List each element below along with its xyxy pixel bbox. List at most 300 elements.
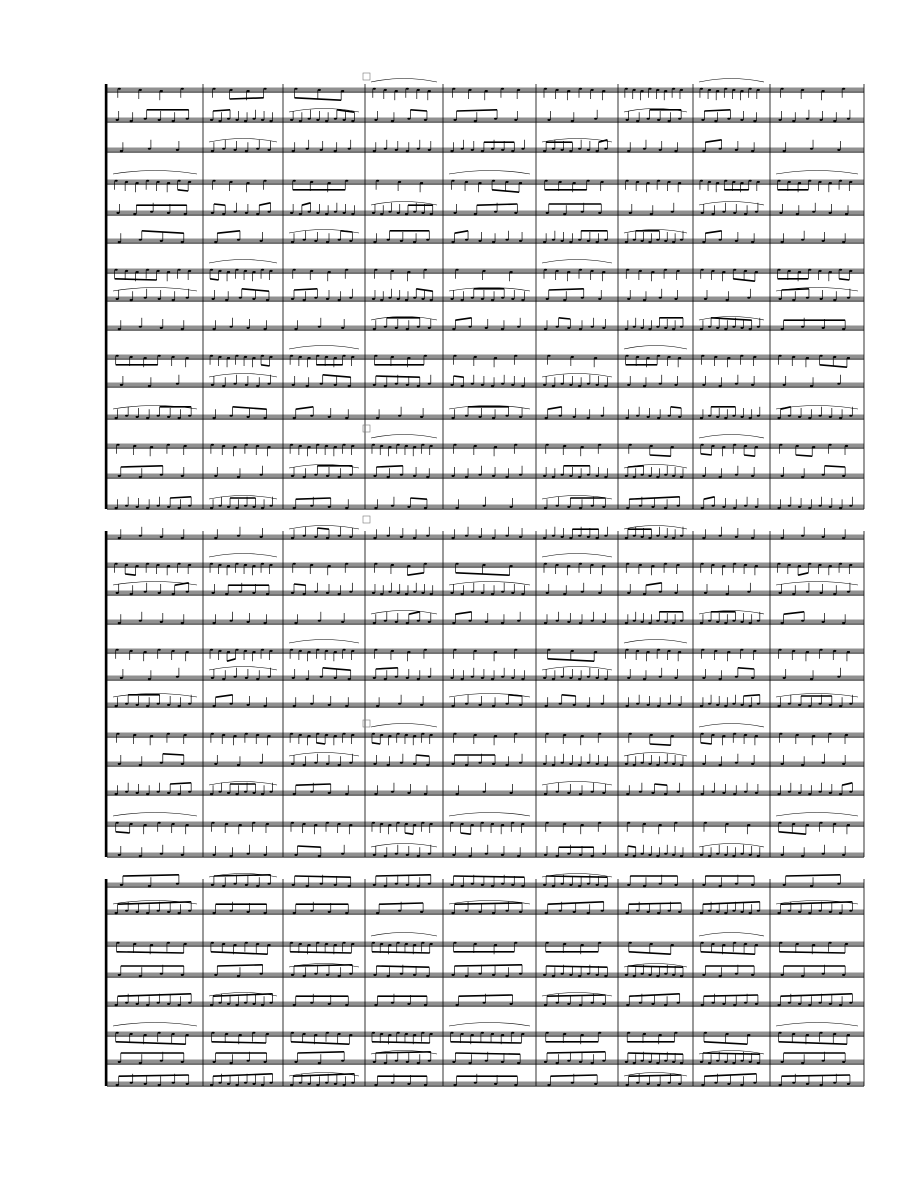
notehead (581, 211, 584, 213)
notehead (561, 762, 564, 764)
notehead (318, 326, 321, 328)
notehead (567, 271, 570, 273)
notehead (552, 535, 555, 537)
notehead (625, 1061, 628, 1063)
beam (455, 318, 471, 320)
notehead (801, 620, 804, 622)
notehead (701, 649, 704, 651)
notehead (602, 327, 605, 329)
notehead (822, 474, 825, 476)
notehead (567, 327, 570, 329)
notehead (664, 1060, 667, 1062)
notehead (648, 475, 651, 477)
notehead (822, 327, 825, 329)
notehead (839, 563, 842, 565)
notehead (643, 385, 646, 387)
notehead (543, 384, 546, 386)
notehead (405, 734, 408, 736)
notehead (167, 182, 170, 184)
notehead (218, 1002, 221, 1004)
notehead (633, 326, 636, 328)
beam (744, 455, 755, 456)
beam (405, 833, 413, 834)
notehead (641, 1060, 644, 1062)
notehead (625, 537, 628, 539)
notehead (740, 182, 743, 184)
notehead (481, 677, 484, 679)
notehead (818, 910, 821, 912)
notehead (573, 911, 576, 913)
notehead (261, 355, 264, 357)
notehead (306, 885, 309, 887)
notehead (501, 383, 504, 385)
beam (121, 466, 163, 467)
notehead (492, 763, 495, 765)
notehead (116, 1032, 119, 1034)
notehead (829, 182, 832, 184)
notehead (474, 356, 477, 358)
notehead (308, 1083, 311, 1085)
notehead (735, 883, 738, 885)
notehead (625, 974, 628, 976)
notehead (788, 564, 791, 566)
notehead (749, 622, 752, 624)
notehead (326, 298, 329, 300)
notehead (450, 298, 453, 300)
notehead (328, 416, 331, 418)
notehead (753, 1082, 756, 1084)
beam (629, 903, 682, 904)
notehead (181, 88, 184, 90)
notehead (678, 911, 681, 913)
notehead (757, 1062, 760, 1064)
notehead (833, 823, 836, 825)
slur (699, 724, 764, 728)
beam (294, 584, 306, 585)
notehead (641, 90, 644, 92)
notehead (308, 211, 311, 213)
notehead (227, 792, 230, 794)
notehead (839, 269, 842, 271)
notehead (818, 415, 821, 417)
notehead (417, 89, 420, 91)
notehead (714, 1082, 717, 1084)
notehead (290, 212, 293, 214)
beam (298, 1052, 345, 1053)
notehead (133, 445, 136, 447)
notehead (188, 1002, 191, 1004)
notehead (451, 912, 454, 914)
notehead (116, 212, 119, 214)
notehead (511, 822, 514, 824)
notehead (210, 119, 213, 121)
notehead (478, 704, 481, 706)
notehead (261, 269, 264, 271)
notehead (545, 417, 548, 419)
notehead (310, 910, 313, 912)
notehead (492, 417, 495, 419)
notehead (245, 677, 248, 679)
notehead (133, 213, 136, 215)
notehead (781, 537, 784, 539)
notehead (468, 89, 471, 91)
notehead (701, 733, 704, 735)
notehead (181, 475, 184, 477)
notehead (461, 1033, 464, 1035)
notehead (700, 912, 703, 914)
notehead (351, 445, 354, 447)
notehead (517, 855, 520, 857)
notehead (341, 327, 344, 329)
notehead (664, 973, 667, 975)
notehead (380, 299, 383, 301)
notehead (397, 942, 400, 944)
notehead (559, 181, 562, 183)
notehead (328, 911, 331, 913)
notehead (751, 884, 754, 886)
notehead (247, 90, 250, 92)
notehead (461, 823, 464, 825)
notehead (373, 88, 376, 90)
beam (290, 952, 351, 953)
notehead (314, 1034, 317, 1036)
notehead (602, 506, 605, 508)
notehead (567, 621, 570, 623)
beam (546, 966, 607, 967)
notehead (639, 1002, 642, 1004)
notehead (157, 910, 160, 912)
notehead (510, 565, 513, 567)
notehead (211, 384, 214, 386)
slur (699, 202, 764, 206)
beam (704, 110, 730, 111)
slur (371, 611, 437, 615)
notehead (656, 620, 659, 622)
notehead (380, 445, 383, 447)
notehead (747, 591, 750, 593)
notehead (130, 1082, 133, 1084)
notehead (314, 474, 317, 476)
notehead (343, 942, 346, 944)
notehead (146, 793, 149, 795)
notehead (781, 854, 784, 856)
slur (289, 753, 359, 757)
notehead (514, 355, 517, 357)
notehead (569, 384, 572, 386)
notehead (291, 241, 294, 243)
notehead (417, 385, 420, 387)
notehead (430, 823, 433, 825)
notehead (753, 650, 756, 652)
notehead (648, 974, 651, 976)
notehead (471, 383, 474, 385)
notehead (494, 357, 497, 359)
notehead (213, 912, 216, 914)
notehead (842, 1061, 845, 1063)
notehead (521, 299, 524, 301)
notehead (751, 677, 754, 679)
notehead (777, 507, 780, 509)
notehead (700, 622, 703, 624)
notehead (781, 88, 784, 90)
notehead (579, 269, 582, 271)
notehead (650, 734, 653, 736)
notehead (188, 415, 191, 417)
notehead (407, 1003, 410, 1005)
notehead (656, 1062, 659, 1064)
notehead (656, 239, 659, 241)
notehead (453, 733, 456, 735)
notehead (751, 974, 754, 976)
notehead (740, 649, 743, 651)
notehead (118, 537, 121, 539)
slur (209, 139, 277, 143)
notehead (633, 239, 636, 241)
notehead (388, 211, 391, 213)
notehead (260, 240, 263, 242)
notehead (318, 855, 321, 857)
notehead (406, 854, 409, 856)
notehead (672, 328, 675, 330)
notehead (139, 620, 142, 622)
notehead (211, 884, 214, 886)
notehead (647, 704, 650, 706)
notehead (426, 764, 429, 766)
notehead (188, 181, 191, 183)
notehead (130, 299, 133, 301)
notehead (417, 885, 420, 887)
notehead (708, 89, 711, 91)
notehead (125, 181, 128, 183)
notehead (779, 822, 782, 824)
notehead (233, 446, 236, 448)
notehead (413, 735, 416, 737)
notehead (810, 148, 813, 150)
notehead (172, 823, 175, 825)
notehead (664, 853, 667, 855)
notehead (388, 735, 391, 737)
notehead (629, 733, 632, 735)
notehead (494, 735, 497, 737)
notehead (293, 705, 296, 707)
notehead (235, 1084, 238, 1086)
notehead (700, 180, 703, 182)
notehead (417, 1062, 420, 1064)
beam (410, 110, 427, 111)
notehead (808, 507, 811, 509)
notehead (468, 326, 471, 328)
notehead (724, 88, 727, 90)
notehead (397, 212, 400, 214)
notehead (349, 297, 352, 299)
notehead (680, 535, 683, 537)
notehead (629, 444, 632, 446)
notehead (299, 356, 302, 358)
notehead (501, 622, 504, 624)
notehead (188, 791, 191, 793)
notehead (647, 651, 650, 653)
notehead (338, 823, 341, 825)
slur (624, 465, 687, 469)
notehead (264, 180, 267, 182)
notehead (820, 355, 823, 357)
beam (451, 1042, 522, 1043)
notehead (116, 733, 119, 735)
slur (776, 813, 858, 817)
notehead (842, 88, 845, 90)
notehead (733, 269, 736, 271)
notehead (237, 476, 240, 478)
notehead (711, 213, 714, 215)
beam (296, 498, 331, 499)
notehead (733, 563, 736, 565)
notehead (702, 677, 705, 679)
notehead (556, 1002, 559, 1004)
notehead (338, 476, 341, 478)
notehead (547, 119, 550, 121)
notehead (176, 676, 179, 678)
notehead (450, 677, 453, 679)
notehead (160, 762, 163, 764)
notehead (116, 355, 119, 357)
notehead (837, 149, 840, 151)
notehead (735, 240, 738, 242)
notehead (293, 912, 296, 914)
notehead (604, 239, 607, 241)
notehead (125, 791, 128, 793)
notehead (252, 1032, 255, 1034)
notehead (578, 764, 581, 766)
notehead (559, 910, 562, 912)
notehead (269, 1002, 272, 1004)
notehead (569, 241, 572, 243)
notehead (430, 734, 433, 736)
notehead (779, 444, 782, 446)
notehead (310, 505, 313, 507)
notehead (483, 791, 486, 793)
notehead (581, 735, 584, 737)
notehead (726, 1033, 729, 1035)
notehead (664, 474, 667, 476)
notehead (511, 298, 514, 300)
notehead (373, 1061, 376, 1063)
notehead (647, 1083, 650, 1085)
notehead (373, 763, 376, 765)
notehead (293, 507, 296, 509)
notehead (519, 973, 522, 975)
notehead (796, 213, 799, 215)
notehead (812, 944, 815, 946)
notehead (563, 943, 566, 945)
notehead (413, 974, 416, 976)
notehead (474, 734, 477, 736)
notehead (118, 241, 121, 243)
notehead (397, 298, 400, 300)
notehead (722, 944, 725, 946)
notehead (647, 182, 650, 184)
notehead (657, 355, 660, 357)
notehead (664, 536, 667, 538)
notehead (833, 1033, 836, 1035)
notehead (426, 975, 429, 977)
notehead (303, 299, 306, 301)
notehead (252, 651, 255, 653)
notehead (700, 328, 703, 330)
notehead (325, 120, 328, 122)
notehead (181, 622, 184, 624)
notehead (485, 1060, 488, 1062)
notehead (829, 792, 832, 794)
notehead (150, 944, 153, 946)
notehead (400, 536, 403, 538)
beam (125, 574, 135, 575)
notehead (732, 1062, 735, 1064)
notehead (130, 1033, 133, 1035)
notehead (777, 563, 780, 565)
notehead (325, 445, 328, 447)
notehead (492, 912, 495, 914)
notehead (326, 763, 329, 765)
beam (455, 965, 523, 966)
slur (699, 933, 764, 937)
notehead (598, 212, 601, 214)
notehead (798, 271, 801, 273)
notehead (294, 88, 297, 90)
notehead (543, 241, 546, 243)
notehead (579, 622, 582, 624)
notehead (561, 676, 564, 678)
notehead (267, 944, 270, 946)
notehead (256, 445, 259, 447)
notehead (727, 651, 730, 653)
notehead (225, 823, 228, 825)
notehead (397, 1032, 400, 1034)
notehead (626, 1004, 629, 1006)
notehead (387, 975, 390, 977)
notehead (547, 649, 550, 651)
slur (542, 374, 612, 378)
notehead (571, 1082, 574, 1084)
notehead (306, 678, 309, 680)
notehead (376, 705, 379, 707)
notehead (511, 592, 514, 594)
notehead (668, 120, 671, 122)
notehead (596, 763, 599, 765)
notehead (701, 563, 704, 565)
notehead (569, 150, 572, 152)
notehead (543, 475, 546, 477)
rehearsal-mark (363, 425, 370, 432)
notehead (398, 181, 401, 183)
notehead (167, 911, 170, 913)
notehead (626, 119, 629, 121)
notehead (672, 241, 675, 243)
notehead (579, 854, 582, 856)
notehead (668, 181, 671, 183)
notehead (421, 733, 424, 735)
notehead (184, 213, 187, 215)
notehead (407, 118, 410, 120)
notehead (465, 239, 468, 241)
notehead (474, 650, 477, 652)
beam (646, 583, 662, 585)
notehead (325, 356, 328, 358)
notehead (561, 536, 564, 538)
notehead (781, 475, 784, 477)
notehead (491, 1033, 494, 1035)
notehead (674, 884, 677, 886)
notehead (556, 620, 559, 622)
